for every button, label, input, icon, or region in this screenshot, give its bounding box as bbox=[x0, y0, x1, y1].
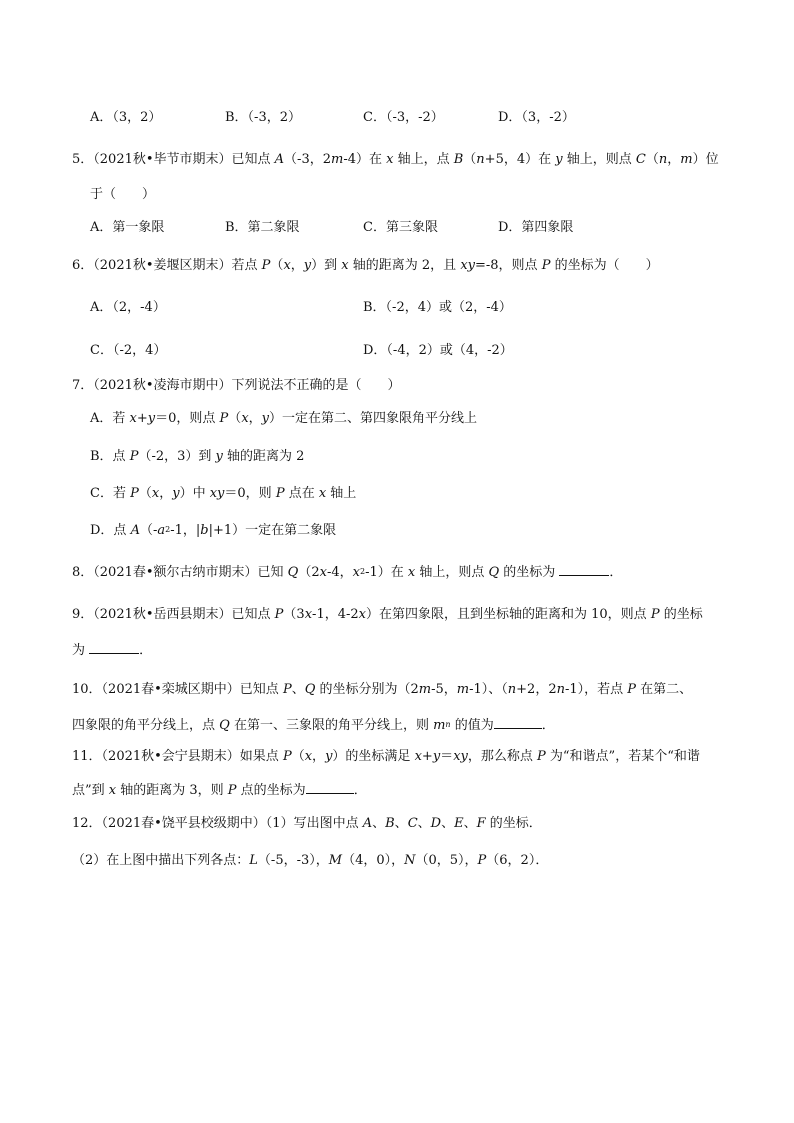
q4-option-c: C．（-3，-2） bbox=[363, 110, 444, 125]
q8-stem: 8．（2021春•额尔古纳市期末）已知 Q（2x-4，$x^2-1$）在 x 轴上，则点 Q 的坐标为 ． bbox=[72, 565, 623, 580]
q10-answer-blank[interactable] bbox=[494, 716, 542, 729]
q6-option-b: B．（-2，4）或（2，-4） bbox=[363, 300, 512, 315]
q8-answer-blank[interactable] bbox=[559, 563, 609, 576]
q11-stem-line2: 点”到 x 轴的距离为 3，则 P 点的坐标为 ． bbox=[72, 783, 367, 798]
q6-option-c: C．（-2，4） bbox=[90, 343, 167, 358]
q4-option-d: D．（3，-2） bbox=[498, 110, 575, 125]
q8-source: 8．（2021春•额尔古纳市期末） bbox=[72, 565, 258, 580]
q6-option-d: D．（-4，2）或（4，-2） bbox=[363, 343, 513, 358]
q7-option-d: D．点 $A(-a^2-1$，|b|+1）一定在第二象限 bbox=[90, 523, 337, 538]
q10-stem-line1: 10．（2021春•栾城区期中）已知点 P、Q 的坐标分别为（2m-5，m-1）、（n+2，2n-1），若点 P 在第二、 bbox=[72, 682, 693, 697]
q9-source: 9．（2021秋•岳西县期末） bbox=[72, 607, 232, 622]
q7-option-b: B．点 P（-2，3）到 y 轴的距离为 2 bbox=[90, 449, 305, 464]
q5-stem-line1: 5．（2021秋•毕节市期末）已知点 A（-3，2m-4）在 x 轴上，点 B（n+5，4）在 y 轴上，则点 C（n，m）位 bbox=[72, 152, 719, 167]
q10-source: 10．（2021春•栾城区期中） bbox=[72, 682, 240, 697]
q4-option-a: A．（3，2） bbox=[90, 110, 162, 125]
q9-stem-line2: 为 ． bbox=[72, 643, 153, 658]
q12-stem-part2: （2）在上图中描出下列各点：L（-5，-3），M（4，0），N（0，5），P（6，2）． bbox=[72, 853, 549, 868]
q10-stem-line2: 四象限的角平分线上，点 Q 在第一、三象限的角平分线上，则 $m^n$ 的值为 ． bbox=[72, 718, 555, 733]
q4-option-b: B．（-3，2） bbox=[225, 110, 301, 125]
q7-option-a: A．若 x+y＝0，则点 P（x，y）一定在第二、第四象限角平分线上 bbox=[90, 411, 478, 426]
q5-stem-line2: 于（ ） bbox=[90, 187, 156, 202]
q9-stem-line1: 9．（2021秋•岳西县期末）已知点 P（3x-1，4-2x）在第四象限，且到坐标轴的距离和为 10，则点 P 的坐标 bbox=[72, 607, 703, 622]
q5-option-b: B．第二象限 bbox=[225, 220, 300, 235]
q11-stem-line1: 11．（2021秋•会宁县期末）如果点 P（x，y）的坐标满足 x+y＝xy，那么称点 P 为“和谐点”，若某个“和谐 bbox=[72, 749, 700, 764]
q6-stem: 6．（2021秋•姜堰区期末）若点 P（x，y）到 x 轴的距离为 2，且 xy=-8，则点 P 的坐标为（ ） bbox=[72, 258, 659, 273]
q12-source: 12．（2021春•饶平县校级期中） bbox=[72, 816, 266, 831]
q7-option-c: C．若 P（x，y）中 xy＝0，则 P 点在 x 轴上 bbox=[90, 486, 357, 501]
q7-stem: 7．（2021秋•凌海市期中）下列说法不正确的是（ ） bbox=[72, 378, 401, 393]
q6-source: 6．（2021秋•姜堰区期末） bbox=[72, 258, 232, 273]
q9-line2-text: 为 bbox=[72, 643, 86, 658]
q9-answer-blank[interactable] bbox=[89, 641, 139, 654]
q11-source: 11．（2021秋•会宁县期末） bbox=[72, 749, 240, 764]
q5-option-d: D．第四象限 bbox=[498, 220, 574, 235]
q11-answer-blank[interactable] bbox=[306, 781, 354, 794]
q6-option-a: A．（2，-4） bbox=[90, 300, 166, 315]
q5-option-a: A．第一象限 bbox=[90, 220, 165, 235]
q5-option-c: C．第三象限 bbox=[363, 220, 438, 235]
q12-stem-part1: 12．（2021春•饶平县校级期中）（1）写出图中点 A、B、C、D、E、F 的坐标． bbox=[72, 816, 542, 831]
